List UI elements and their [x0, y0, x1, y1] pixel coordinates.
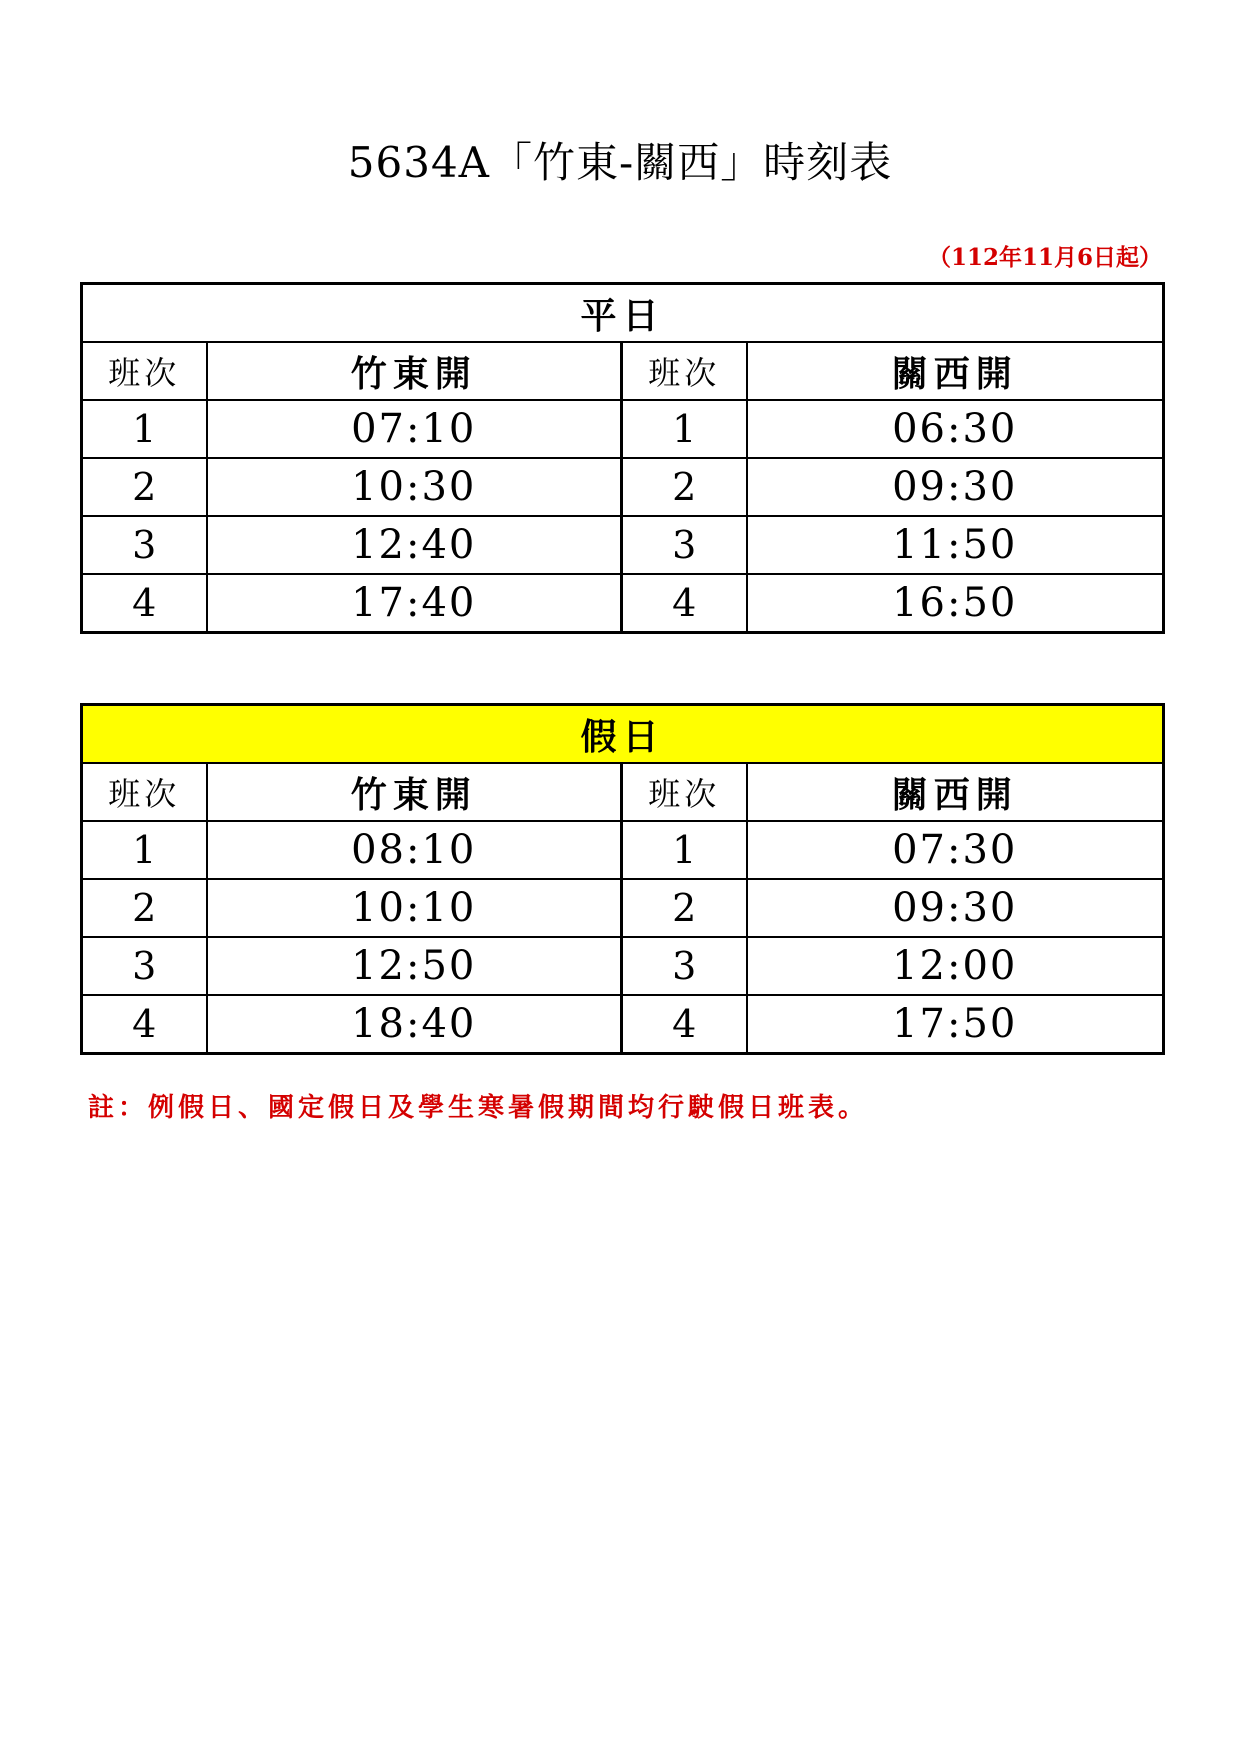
table-row [82, 458, 1164, 516]
time-cell: 12:40 [207, 516, 622, 574]
col-guanxi-depart: 關西開 [747, 763, 1164, 821]
time-cell: 09:30 [747, 458, 1164, 516]
time-cell: 07:30 [747, 821, 1164, 879]
seq-cell: 1 [82, 400, 207, 458]
time-cell: 16:50 [747, 574, 1164, 633]
time-cell: 07:10 [207, 400, 622, 458]
seq-cell: 3 [622, 937, 747, 995]
page-title: 5634A「竹東-關西」時刻表 [347, 138, 893, 187]
time-cell: 18:40 [207, 995, 622, 1054]
seq-cell: 1 [622, 821, 747, 879]
time-cell: 06:30 [747, 400, 1164, 458]
table-row [82, 400, 1164, 458]
seq-cell: 2 [82, 879, 207, 937]
seq-cell: 1 [622, 400, 747, 458]
time-cell: 12:00 [747, 937, 1164, 995]
col-zhudong-depart: 竹東開 [207, 342, 622, 400]
seq-cell: 4 [82, 574, 207, 633]
time-cell: 10:30 [207, 458, 622, 516]
col-seq-guanxi: 班次 [622, 342, 747, 400]
time-cell: 09:30 [747, 879, 1164, 937]
seq-cell: 4 [622, 995, 747, 1054]
time-cell: 11:50 [747, 516, 1164, 574]
seq-cell: 3 [622, 516, 747, 574]
col-guanxi-depart: 關西開 [747, 342, 1164, 400]
seq-cell: 4 [82, 995, 207, 1054]
col-zhudong-depart: 竹東開 [207, 763, 622, 821]
effective-date: （112年11月6日起） [927, 244, 1162, 271]
seq-cell: 3 [82, 516, 207, 574]
seq-cell: 2 [82, 458, 207, 516]
col-seq-zhudong: 班次 [82, 342, 207, 400]
time-cell: 17:40 [207, 574, 622, 633]
footnote: 註：例假日、國定假日及學生寒暑假期間均行駛假日班表。 [88, 1093, 869, 1123]
col-seq-guanxi: 班次 [622, 763, 747, 821]
seq-cell: 3 [82, 937, 207, 995]
col-seq-zhudong: 班次 [82, 763, 207, 821]
time-cell: 12:50 [207, 937, 622, 995]
seq-cell: 1 [82, 821, 207, 879]
time-cell: 17:50 [747, 995, 1164, 1054]
seq-cell: 2 [622, 879, 747, 937]
table-row [82, 821, 1164, 879]
seq-cell: 2 [622, 458, 747, 516]
table-row [82, 516, 1164, 574]
weekday-timetable [80, 282, 1165, 634]
weekday-header: 平日 [82, 284, 1164, 343]
seq-cell: 4 [622, 574, 747, 633]
holiday-timetable [80, 703, 1165, 1055]
time-cell: 08:10 [207, 821, 622, 879]
table-row [82, 574, 1164, 633]
table-row [82, 995, 1164, 1054]
holiday-header: 假日 [82, 705, 1164, 764]
table-row [82, 879, 1164, 937]
time-cell: 10:10 [207, 879, 622, 937]
table-row [82, 937, 1164, 995]
